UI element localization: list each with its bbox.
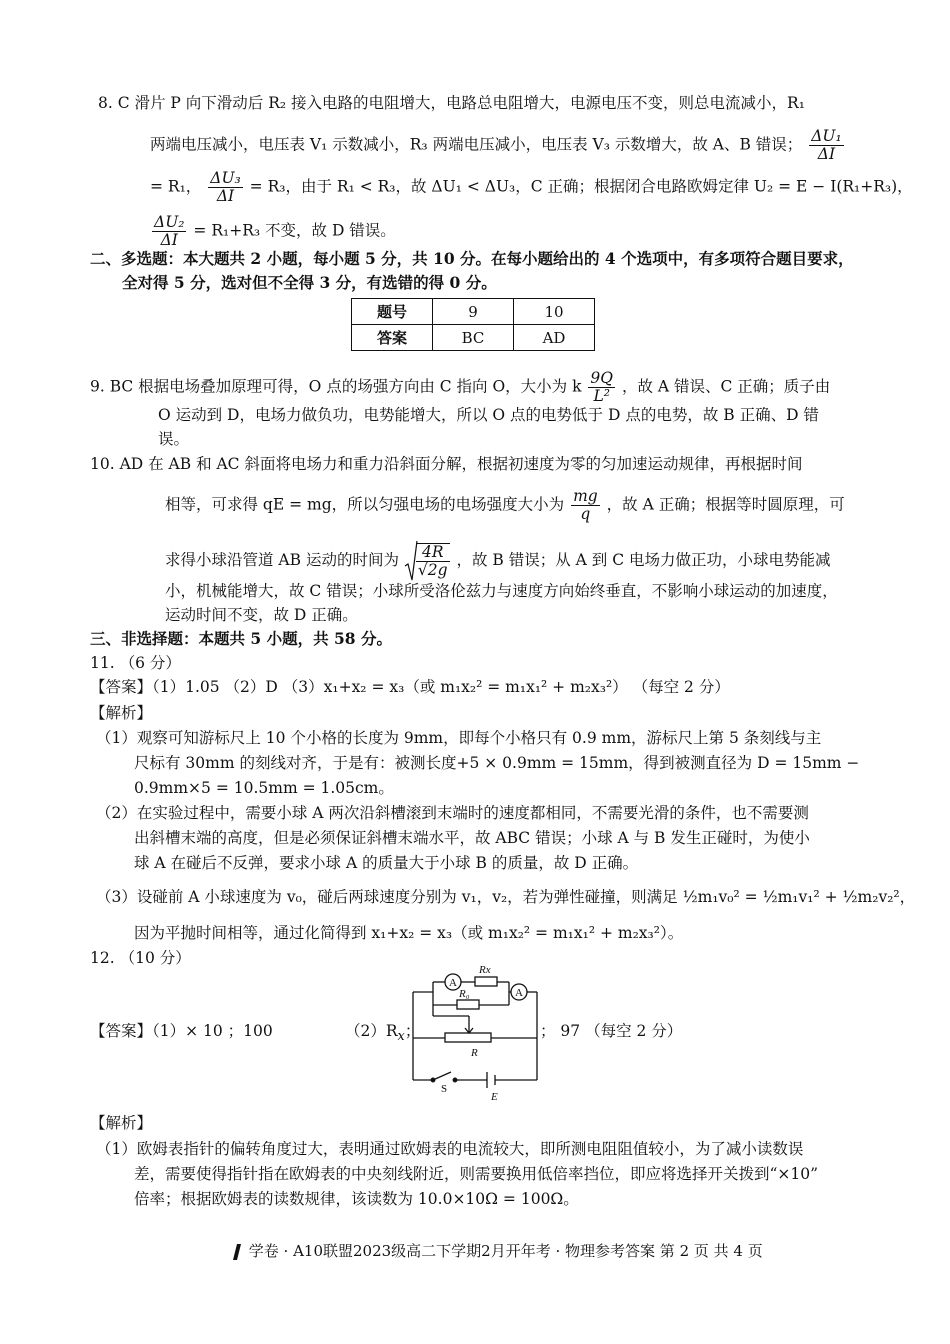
- table-cell-label: 题号: [352, 299, 433, 325]
- q10-line3b: ，故 B 错误；从 A 到 C 电场力做正功，小球电势能减: [456, 551, 831, 569]
- q9-fraction: [588, 370, 615, 405]
- answer-table-row-answers: [352, 325, 595, 351]
- q8-line3a: = R₁，: [150, 177, 202, 196]
- q12-answer-rx-subscript: x: [397, 1029, 405, 1045]
- table-cell-label: 答案: [352, 325, 433, 351]
- r0-label: R₀: [459, 988, 470, 1000]
- q9-numerator: 9Q: [590, 369, 613, 387]
- q8-line1: 8. C 滑片 P 向下滑动后 R₂ 接入电路的电阻增大，电路总电阻增大，电源电压不变，则总电流减小，R₁: [98, 94, 805, 112]
- q11-p2-line3: 球 A 在碰后不反弹，要求小球 A 的质量大于小球 B 的质量，故 D 正确。: [134, 854, 639, 872]
- q12-p1-line1: （1）欧姆表指针的偏转角度过大，表明通过欧姆表的电流较大，即所测电阻阻值较小，为了减小读数误: [96, 1140, 804, 1158]
- q11-p3-line1: （3）设碰前 A 小球速度为 v₀，碰后两球速度分别为 v₁，v₂，若为弹性碰撞，则满足 ½m₁v₀² = ½m₁v₁² + ½m₂v₂²，: [96, 888, 916, 906]
- q10-line2: [165, 488, 845, 523]
- q8-f2-denominator: ΔI: [216, 187, 235, 205]
- q8-f3-numerator: ΔU₂: [154, 213, 185, 231]
- q12-answer-part3: ； 97 （每空 2 分）: [540, 1022, 683, 1040]
- q12-title: 12. （10 分）: [90, 949, 191, 967]
- q10-sqrt-expression: [404, 540, 452, 582]
- q8-f2-numerator: ΔU₃: [210, 169, 241, 187]
- q11-p1-line3: 0.9mm×5 = 10.5mm = 1.05cm。: [134, 779, 394, 797]
- q11-p2-line2: 出斜槽末端的高度，但是必须保证斜槽末端水平，故 ABC 错误；小球 A 与 B 发生正碰时，为使小: [134, 829, 810, 847]
- section2-heading-line2: 全对得 5 分，选对但不全得 3 分，有选错的得 0 分。: [122, 273, 497, 292]
- q8-f3-denominator: ΔI: [160, 231, 178, 249]
- rx-label: Rx: [479, 964, 491, 976]
- q9-line1a: 9. BC 根据电场叠加原理可得，O 点的场强方向由 C 指向 O，大小为 k: [90, 377, 582, 396]
- q8-f1-denominator: ΔI: [817, 145, 836, 163]
- q8-fraction-du2: [152, 214, 186, 249]
- q8-line2: [150, 128, 846, 163]
- table-cell: 9: [433, 299, 514, 325]
- table-cell: AD: [514, 325, 595, 351]
- table-cell: BC: [433, 325, 514, 351]
- q12-p1-line2: 差，需要使得指针指在欧姆表的中央刻线附近，则需要换用低倍率挡位，即应将选择开关拨到“×10”: [134, 1165, 819, 1183]
- answer-table: [351, 298, 595, 351]
- q8-line3b: = R₃，由于 R₁ < R₃，故 ΔU₁ < ΔU₃，C 正确；根据闭合电路欧姆定律 U₂ = E − I(R₁+R₃)，: [249, 177, 913, 196]
- q9-line2: O 运动到 D，电场力做负功，电势能增大，所以 O 点的电势低于 D 点的电势，故 B 正确、D 错: [158, 406, 819, 424]
- q10-line4: 小，机械能增大，故 C 错误；小球所受洛伦兹力与速度方向始终垂直，不影响小球运动的加速度，: [165, 582, 838, 600]
- q11-p1-line1: （1）观察可知游标尺上 10 个小格的长度为 9mm，即每个小格只有 0.9 mm，游标尺上第 5 条刻线与主: [96, 729, 822, 747]
- q11-title: 11. （6 分）: [90, 654, 181, 672]
- q9-line3: 误。: [158, 430, 190, 448]
- q10-fraction: [571, 488, 600, 523]
- q8-line2-text: 两端电压减小，电压表 V₁ 示数减小，R₃ 两端电压减小，电压表 V₃ 示数增大，故 A、B 错误；: [150, 135, 803, 154]
- battery-e-label: E: [491, 1091, 498, 1103]
- q10-line3a: 求得小球沿管道 AB 运动的时间为: [165, 551, 399, 569]
- q10-line5: 运动时间不变，故 D 正确。: [165, 606, 358, 624]
- q10-line2a: 相等，可求得 qE = mg，所以匀强电场的电场强度大小为: [165, 495, 565, 514]
- q8-f1-numerator: ΔU₁: [811, 127, 842, 145]
- q12-analysis-label: 【解析】: [90, 1114, 153, 1132]
- q10-sqrt-numerator: 4R: [416, 544, 450, 562]
- q8-fraction-du1: [809, 128, 843, 163]
- circuit-diagram: [405, 960, 545, 1103]
- q12-answer-rx: （2）R: [345, 1022, 398, 1040]
- q11-p1-line2: 尺标有 30mm 的刻线对齐，于是有：被测长度+5 × 0.9mm = 15mm，得到被测直径为 D = 15mm −: [134, 754, 860, 772]
- q10-denominator: q: [580, 505, 591, 523]
- section2-heading-line1: 二、多选题：本大题共 2 小题，每小题 5 分，共 10 分。在每小题给出的 4 个选项中，有多项符合题目要求，: [90, 249, 854, 268]
- q8-line4: [150, 214, 396, 249]
- q11-p3-line2: 因为平抛时间相等，通过化简得到 x₁+x₂ = x₃（或 m₁x₂² = m₁x₁² + m₂x₃²）。: [134, 924, 684, 942]
- q11-answer: 【答案】（1）1.05 （2）D （3）x₁+x₂ = x₃（或 m₁x₂² = m₁x₁² + m₂x₃²） （每空 2 分）: [90, 678, 730, 696]
- q11-p2-line1: （2）在实验过程中，需要小球 A 两次沿斜槽滚到末端时的速度都相同，不需要光滑的条件，也不需要测: [96, 804, 809, 822]
- ammeter-a1-label: A: [449, 977, 457, 989]
- q11-analysis-label: 【解析】: [90, 704, 153, 722]
- brand-logo-icon: [230, 1243, 244, 1261]
- q10-sqrt-denominator: √2g: [417, 561, 448, 579]
- table-cell: 10: [514, 299, 595, 325]
- q12-answer-part1: 【答案】（1）× 10 ；100: [90, 1022, 273, 1040]
- switch-s-label: S: [441, 1083, 448, 1095]
- q10-line3: [165, 540, 831, 582]
- q12-p1-line3: 倍率；根据欧姆表的读数规律，该读数为 10.0×10Ω = 100Ω。: [134, 1190, 579, 1208]
- q12-answer-separator: ；: [404, 1022, 421, 1040]
- q8-fraction-du3: [208, 170, 242, 205]
- q9-line1b: ，故 A 错误、C 正确；质子由: [621, 377, 831, 396]
- section3-heading: 三、非选择题：本题共 5 小题，共 58 分。: [90, 629, 392, 648]
- q8-line4-text: = R₁+R₃ 不变，故 D 错误。: [193, 221, 396, 240]
- page-footer: [230, 1240, 763, 1261]
- q8-line3: [150, 170, 913, 205]
- footer-text: 学卷 · A10联盟2023级高二下学期2月开年考 · 物理参考答案 第 2 页 共 4 页: [248, 1242, 763, 1260]
- answer-table-row-header: [352, 299, 595, 325]
- q10-line2b: ，故 A 正确；根据等时圆原理，可: [606, 495, 845, 514]
- q10-numerator: mg: [573, 487, 598, 505]
- q9-denominator: L²: [593, 387, 610, 405]
- q9-line1: [90, 370, 830, 405]
- ammeter-a2-label: A: [515, 987, 523, 999]
- r-label: R: [471, 1047, 478, 1059]
- q10-line1: 10. AD 在 AB 和 AC 斜面将电场力和重力沿斜面分解，根据初速度为零的匀加速运动规律，再根据时间: [90, 455, 803, 473]
